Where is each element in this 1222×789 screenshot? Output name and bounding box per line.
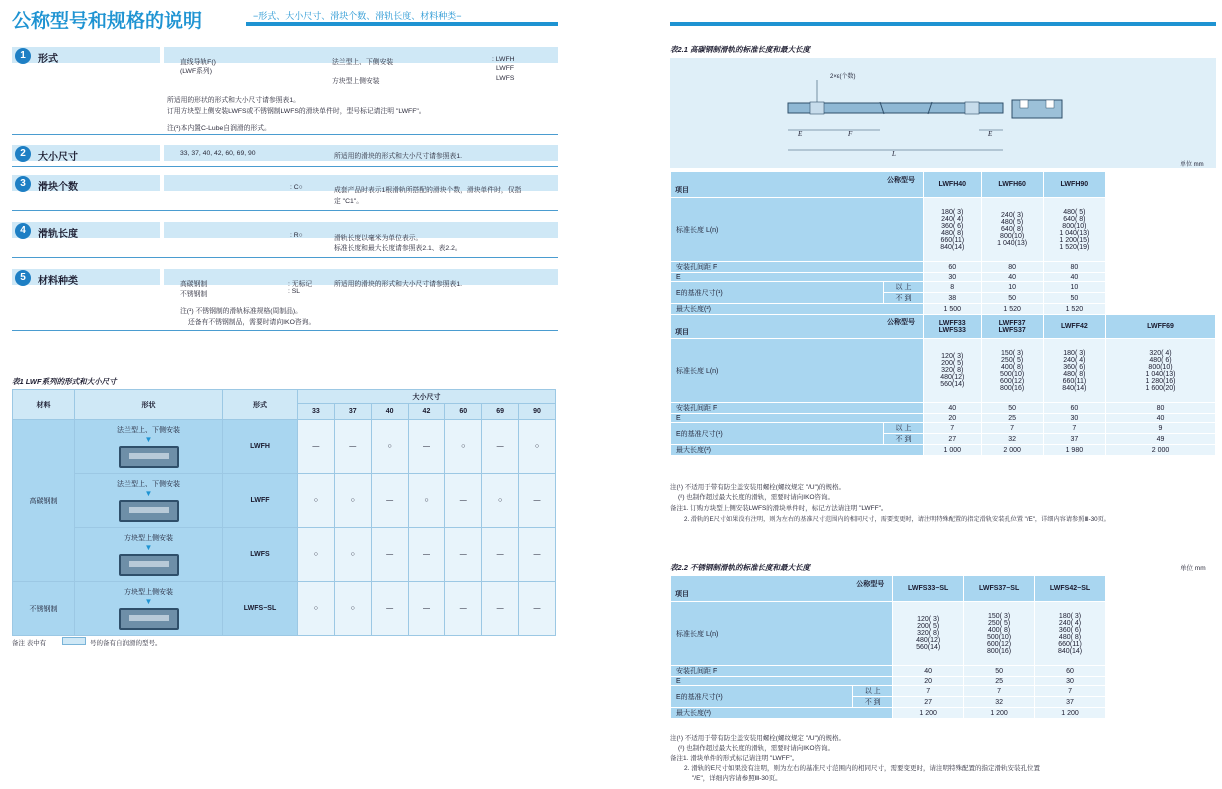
dim-l-label: L xyxy=(892,150,896,158)
std-length-value: 250( 5) xyxy=(987,619,1011,627)
std-length-value: 1 040(13) xyxy=(1059,229,1090,237)
spec-section-type: 1 形式 直线导轨F() 法兰型上、下侧安装 : LWFH (LWF系列) LWFF 方块型上侧安装 LWFS 所适用的形状的形式和大小尺寸请参照表1。 订用方块型上侧安装LWFS或不锈钢制LWFS的滑块单件时，型号标记请注明 "LWFF"。 注(¹)本内置C-Lube自润滑的形式。 xyxy=(12,47,558,135)
std-length-cell xyxy=(1043,339,1105,403)
std-length-value: 360( 6) xyxy=(941,222,964,230)
std-length-value: 560(14) xyxy=(940,381,965,388)
std-length-cell xyxy=(964,602,1035,666)
std-length-value: 600(12) xyxy=(1000,377,1025,385)
spec-section-blocks: 3 滑块个数 : C○ 成套产品时表示1根滑轨所搭配的滑块个数，滑块单件时，仅指 定 "C1"。 xyxy=(12,175,558,211)
std-length-value: 660(11) xyxy=(1058,640,1082,648)
std-length-value: 480(12) xyxy=(916,637,941,644)
std-length-value: 480( 8) xyxy=(941,229,964,237)
std-length-value: 800(10) xyxy=(1000,233,1025,240)
std-length-value: 180( 3) xyxy=(941,208,964,216)
page-subtitle: −形式、大小尺寸、滑块个数、滑轨长度、材料种类− xyxy=(253,11,462,21)
table-row: 高碳钢制 法兰型上、下侧安装 ▼ LWFH — — ○ — ○ — ○ xyxy=(13,420,556,474)
section-title: 形式 xyxy=(38,54,58,65)
table-row: 法兰型上、下侧安装 ▼ LWFF ○ ○ — ○ — ○ — xyxy=(13,474,556,528)
dim-f-label: F xyxy=(848,130,853,138)
std-length-value: 840(14) xyxy=(1057,647,1083,655)
std-length-value: 250( 5) xyxy=(1001,356,1024,364)
table-row: 方块型上侧安装 ▼ LWFS ○ ○ — — — — — xyxy=(13,528,556,582)
dim-e-label: E xyxy=(798,130,803,138)
rail-dimension-diagram xyxy=(670,58,1216,168)
std-length-value: 360( 6) xyxy=(1058,626,1082,634)
std-length-value: 500(10) xyxy=(1000,370,1025,378)
legend-swatch xyxy=(62,637,86,645)
std-length-cell xyxy=(924,339,982,403)
unit-label: 单位 mm xyxy=(1180,162,1204,168)
std-length-value: 120( 3) xyxy=(941,353,964,360)
dim-e2-label: E xyxy=(988,130,993,138)
slide-block-image xyxy=(119,554,179,576)
arrow-down-icon: ▼ xyxy=(144,597,153,606)
page-title: 公称型号和规格的说明 xyxy=(12,11,203,32)
hole-count-label: 2×ε(个数) xyxy=(830,74,856,80)
section-number: 1 xyxy=(15,48,31,64)
std-length-value: 240( 4) xyxy=(941,215,964,223)
table22: 公称型号 项目 LWFS33−SL LWFS37−SL LWFS42−SL 标准长度 L(n) 120( 3) 200( 5) 320( 8) 480(12) 560(14) 150( 3) 250( 5) 400( 8) 500(10) 600(12) 800(16) 180( 3) 240( 4) 360( 6) 480( 8) 660(11) 840(14) 安装孔间距 F 40 50 60 E 20 25 30 E的基准尺寸(¹) 以 上 7 7 7 不 到 27 32 37 最大长度(²) 1 200 1 200 1 200 xyxy=(670,575,1106,719)
std-length-value: 400( 8) xyxy=(987,626,1011,634)
std-length-value: 660(11) xyxy=(1062,377,1087,385)
spec-section-rail-length: 4 滑轨长度 : R○ 滑轨长度以毫米为单位表示。 标准长度和最大长度请参照表2.1、表2.2。 xyxy=(12,222,558,258)
std-length-value: 480( 6) xyxy=(1149,356,1172,364)
spec-section-size: 2 大小尺寸 33, 37, 40, 42, 60, 69, 90 所适用的滑块的形式和大小尺寸请参照表1. xyxy=(12,145,558,167)
std-length-cell xyxy=(893,602,964,666)
rail-drawing xyxy=(670,58,1216,168)
std-length-value: 480( 5) xyxy=(1063,208,1086,216)
table22-caption: 表2.2 不锈钢制滑轨的标准长度和最大长度 xyxy=(670,563,811,572)
std-length-value: 240( 4) xyxy=(1058,619,1082,627)
std-length-value: 320( 4) xyxy=(1149,349,1172,357)
std-length-value: 480( 5) xyxy=(1001,219,1024,226)
std-length-value: 150( 3) xyxy=(987,612,1011,620)
title-rule xyxy=(246,22,558,26)
std-length-value: 240( 3) xyxy=(1001,212,1024,219)
std-length-value: 1 040(13) xyxy=(1145,370,1176,378)
std-length-cell xyxy=(1035,602,1106,666)
arrow-down-icon: ▼ xyxy=(144,543,153,552)
std-length-value: 800(10) xyxy=(1148,363,1173,371)
std-length-value: 640( 8) xyxy=(1001,226,1024,233)
std-length-cell xyxy=(1043,198,1105,262)
std-length-value: 200( 5) xyxy=(941,360,964,367)
slide-block-image xyxy=(119,500,179,522)
std-length-value: 480( 8) xyxy=(1063,370,1086,378)
std-length-value: 150( 3) xyxy=(1001,349,1024,357)
std-length-value: 1 280(16) xyxy=(1145,377,1176,385)
table21-caption: 表2.1 高碳钢制滑轨的标准长度和最大长度 xyxy=(670,45,811,54)
arrow-down-icon: ▼ xyxy=(144,489,153,498)
std-length-value: 600(12) xyxy=(987,640,1012,648)
std-length-value: 640( 8) xyxy=(1063,215,1086,223)
arrow-down-icon: ▼ xyxy=(144,435,153,444)
std-length-value: 240( 4) xyxy=(1063,356,1086,364)
std-length-value: 400( 8) xyxy=(1001,363,1024,371)
std-length-cell xyxy=(1106,339,1216,403)
right-title-rule xyxy=(670,22,1216,26)
std-length-value: 800(10) xyxy=(1062,222,1087,230)
std-length-value: 1 200(15) xyxy=(1059,236,1090,244)
std-length-cell xyxy=(981,198,1043,262)
std-length-value: 840(14) xyxy=(940,243,965,251)
std-length-value: 180( 3) xyxy=(1063,349,1086,357)
std-length-value: 360( 6) xyxy=(1063,363,1086,371)
std-length-cell xyxy=(981,339,1043,403)
slide-block-image xyxy=(119,608,179,630)
std-length-value: 660(11) xyxy=(940,236,965,244)
std-length-value: 800(16) xyxy=(987,647,1012,655)
table21: 公称型号 项目 LWFH40 LWFH60 LWFH90 标准长度 L(n) 180( 3) 240( 4) 360( 6) 480( 8) 660(11) 840(14) 240( 3) 480( 5) 640( 8) 800(10) 1 040(13) 480( 5) 640( 8) 800(10) 1 040(13) 1 200(15) 1 520(19) 安装孔间距 F 60 80 80 E 30 40 40 E的基准尺寸(¹) 以 上 8 10 10 不 到 38 50 50 最大长度(²) 1 500 1 520 1 520 公称型号 项目 LWFF33 LWFS33 LWFF37 LWFS37 LWFF42 LWFF69 标准长度 L(n) 120( 3) 200( 5) 320( 8) 480(12) 560(14) 150( 3) 250( 5) 400( 8) 500(10) 600(12) 800(16) 180( 3) 240( 4) 360( 6) 480( 8) 660(11) 840(14) 320( 4) 480( 6) 800(10) 1 040(13) 1 280(16) 1 600(20) 安装孔间距 F 40 50 60 80 E 20 25 30 40 E的基准尺寸(¹) 以 上 7 7 7 9 不 到 27 32 37 49 最大长度(²) 1 000 2 000 1 980 2 000 xyxy=(670,171,1216,456)
std-length-value: 480( 8) xyxy=(1058,633,1082,641)
std-length-value: 1 600(20) xyxy=(1145,384,1176,392)
std-length-value: 500(10) xyxy=(987,633,1012,641)
std-length-value: 1 520(19) xyxy=(1059,243,1090,251)
std-length-value: 180( 3) xyxy=(1058,612,1082,620)
std-length-value: 480(12) xyxy=(940,374,965,381)
std-length-value: 1 040(13) xyxy=(997,240,1028,247)
std-length-cell xyxy=(924,198,982,262)
std-length-value: 320( 8) xyxy=(941,367,964,374)
slide-block-image xyxy=(119,446,179,468)
table1: 材料 形状 形式 大小尺寸 33 37 40 42 60 69 90 高碳钢制 法兰型上、下侧安装 ▼ LWFH — — ○ — ○ — ○ 法兰型上、下侧安装 ▼ LWFF ○ ○ — ○ — ○ — 方块型上侧安装 ▼ LWFS ○ ○ — — — — — 不锈钢制 方块型上侧安装 ▼ LWFS−SL ○ ○ — — — — — xyxy=(12,389,556,636)
std-length-value: 800(16) xyxy=(1000,384,1025,392)
std-length-value: 840(14) xyxy=(1062,384,1087,392)
table-row: 不锈钢制 方块型上侧安装 ▼ LWFS−SL ○ ○ — — — — — xyxy=(13,582,556,636)
std-length-value: 560(14) xyxy=(916,644,941,651)
spec-section-material: 5 材料种类 高碳钢制 : 无标记 所适用的滑块的形式和大小尺寸请参照表1. 不锈钢制 : SL 注(¹) 不锈钢制的滑轨标准规格(周制品)。 还备有不锈钢制品，需要时请向IKO咨询。 xyxy=(12,269,558,331)
table1-caption: 表1 LWF系列的形式和大小尺寸 xyxy=(12,377,117,386)
std-length-value: 320( 8) xyxy=(917,630,940,637)
std-length-value: 200( 5) xyxy=(917,623,940,630)
std-length-value: 120( 3) xyxy=(917,616,940,623)
